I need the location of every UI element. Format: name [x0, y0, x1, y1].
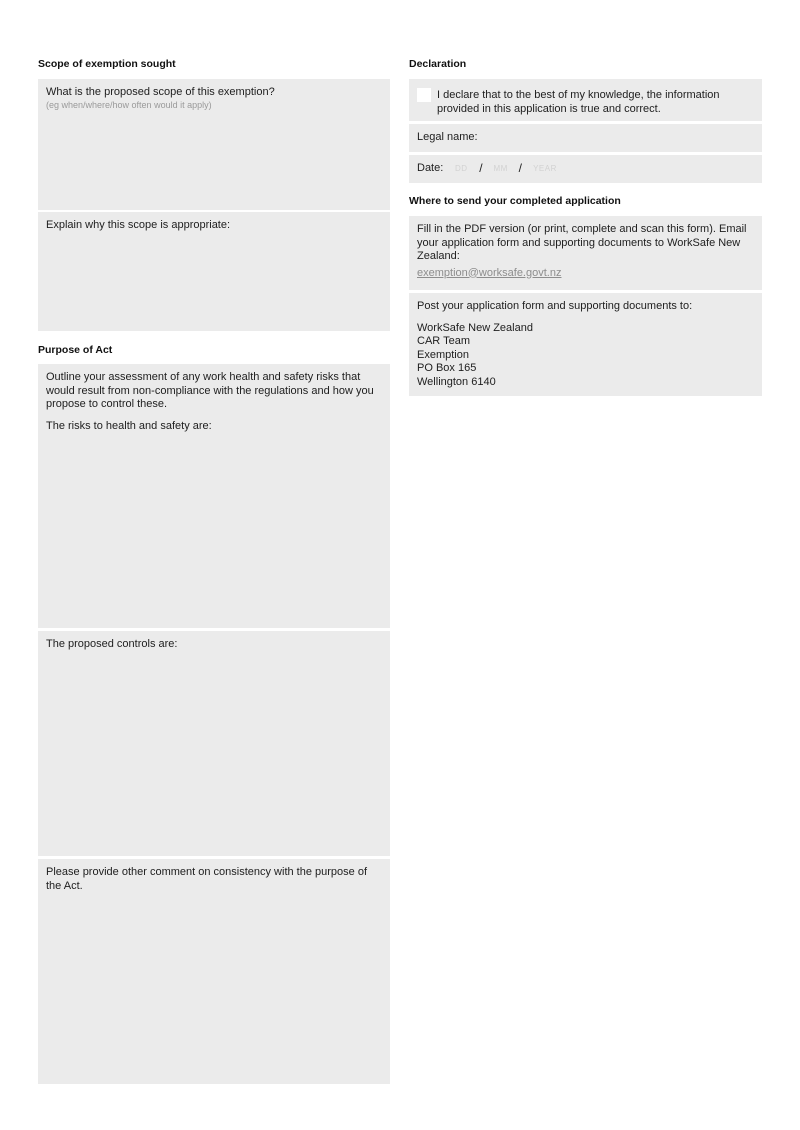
scope-explanation-field[interactable] — [38, 212, 390, 331]
address-line: Exemption — [417, 348, 469, 361]
date-day-input[interactable]: DD — [455, 164, 468, 173]
scope-heading: Scope of exemption sought — [38, 58, 176, 70]
date-year-input[interactable]: YEAR — [533, 164, 557, 173]
address-line: WorkSafe New Zealand — [417, 321, 533, 334]
post-instructions-box — [409, 293, 762, 396]
purpose-outline: Outline your assessment of any work health and safety risks that would result from non-compliance with the regulations and how you propose to control these. — [46, 371, 374, 410]
risks-field[interactable] — [38, 364, 390, 628]
date-separator: / — [518, 161, 522, 175]
risks-label: The risks to health and safety are: — [46, 419, 212, 432]
date-label: Date: — [417, 162, 444, 174]
post-text: Post your application form and supporting documents to: — [417, 300, 693, 312]
other-comment-label: Please provide other comment on consistency with the purpose of the Act. — [46, 866, 368, 892]
address-line: CAR Team — [417, 335, 470, 347]
declaration-box — [409, 79, 762, 121]
email-instructions-box — [409, 216, 762, 290]
other-comment-field[interactable] — [38, 859, 390, 1084]
send-text: Fill in the PDF version (or print, complete and scan this form). Email your application form and supporting documents to WorkSafe New Zealand: — [417, 223, 747, 262]
address-line: Wellington 6140 — [417, 375, 496, 388]
scope-hint: (eg when/where/how often would it apply) — [46, 99, 212, 110]
legal-name-label: Legal name: — [417, 131, 478, 143]
scope-field[interactable] — [38, 79, 390, 210]
declaration-heading: Declaration — [409, 58, 467, 70]
send-heading: Where to send your completed application — [409, 195, 621, 207]
email-link[interactable]: exemption@worksafe.govt.nz — [417, 266, 562, 279]
scope-question: What is the proposed scope of this exemption? — [46, 86, 275, 98]
scope-explain-label: Explain why this scope is appropriate: — [46, 219, 231, 231]
declaration-checkbox[interactable] — [417, 88, 431, 102]
date-field — [409, 155, 762, 183]
date-month-input[interactable]: MM — [493, 164, 508, 173]
declaration-text: I declare that to the best of my knowledge, the information provided in this application is true and correct. — [437, 89, 720, 115]
date-separator: / — [479, 161, 483, 175]
controls-label: The proposed controls are: — [46, 638, 178, 650]
purpose-heading: Purpose of Act — [38, 344, 113, 356]
legal-name-field[interactable] — [409, 124, 762, 152]
controls-field[interactable] — [38, 631, 390, 856]
address-line: PO Box 165 — [417, 362, 477, 374]
